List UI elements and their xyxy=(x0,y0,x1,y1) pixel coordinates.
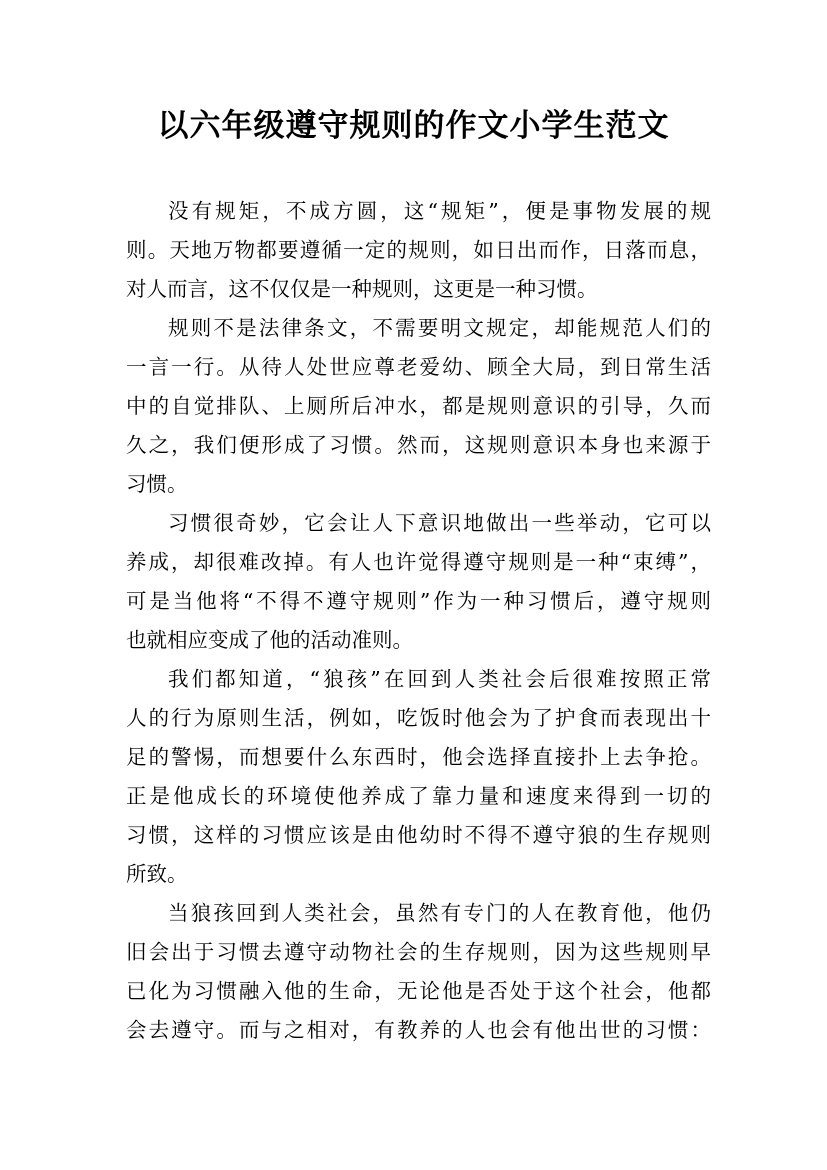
paragraph-line: 养成，却很难改掉。有人也许觉得遵守规则是一种“束缚”， xyxy=(126,550,711,574)
paragraph-line: 也就相应变成了他的活动准则。 xyxy=(126,628,413,652)
paragraph-line: 可是当他将“不得不遵守规则”作为一种习惯后，遵守规则 xyxy=(126,589,711,613)
paragraph-1 xyxy=(126,192,711,309)
paragraph-line: 习惯。 xyxy=(126,472,188,496)
paragraph-line: 会去遵守。而与之相对，有教养的人也会有他出世的习惯： xyxy=(126,1018,711,1042)
paragraph-line: 没有规矩，不成方圆，这“规矩”，便是事物发展的规 xyxy=(168,199,711,223)
paragraph-line: 对人而言，这不仅仅是一种规则，这更是一种习惯。 xyxy=(126,277,598,301)
paragraph-line: 足的警惕，而想要什么东西时，他会选择直接扑上去争抢。 xyxy=(126,745,711,769)
paragraph-4 xyxy=(126,660,711,894)
paragraph-line: 已化为习惯融入他的生命，无论他是否处于这个社会，他都 xyxy=(126,979,711,1003)
paragraph-line: 习惯很奇妙，它会让人下意识地做出一些举动，它可以 xyxy=(168,511,711,535)
paragraph-line: 正是他成长的环境使他养成了靠力量和速度来得到一切的 xyxy=(126,784,711,808)
paragraph-line: 一言一行。从待人处世应尊老爱幼、顾全大局，到日常生活 xyxy=(126,355,711,379)
paragraph-line: 中的自觉排队、上厕所后冲水，都是规则意识的引导，久而 xyxy=(126,394,711,418)
document-title: 以六年级遵守规则的作文小学生范文 xyxy=(157,108,670,144)
document-body xyxy=(126,192,711,1050)
paragraph-line: 规则不是法律条文，不需要明文规定，却能规范人们的 xyxy=(168,316,711,340)
paragraph-line: 习惯，这样的习惯应该是由他幼时不得不遵守狼的生存规则 xyxy=(126,823,711,847)
paragraph-line: 久之，我们便形成了习惯。然而，这规则意识本身也来源于 xyxy=(126,433,711,457)
paragraph-line: 我们都知道，“狼孩”在回到人类社会后很难按照正常 xyxy=(168,667,711,691)
paragraph-line: 旧会出于习惯去遵守动物社会的生存规则，因为这些规则早 xyxy=(126,940,711,964)
paragraph-line: 所致。 xyxy=(126,862,188,886)
paragraph-line: 当狼孩回到人类社会，虽然有专门的人在教育他，他仍 xyxy=(168,901,711,925)
paragraph-3 xyxy=(126,504,711,660)
paragraph-2 xyxy=(126,309,711,504)
paragraph-line: 则。天地万物都要遵循一定的规则，如日出而作，日落而息， xyxy=(126,238,711,262)
paragraph-5 xyxy=(126,894,711,1050)
paragraph-line: 人的行为原则生活，例如，吃饭时他会为了护食而表现出十 xyxy=(126,706,711,730)
